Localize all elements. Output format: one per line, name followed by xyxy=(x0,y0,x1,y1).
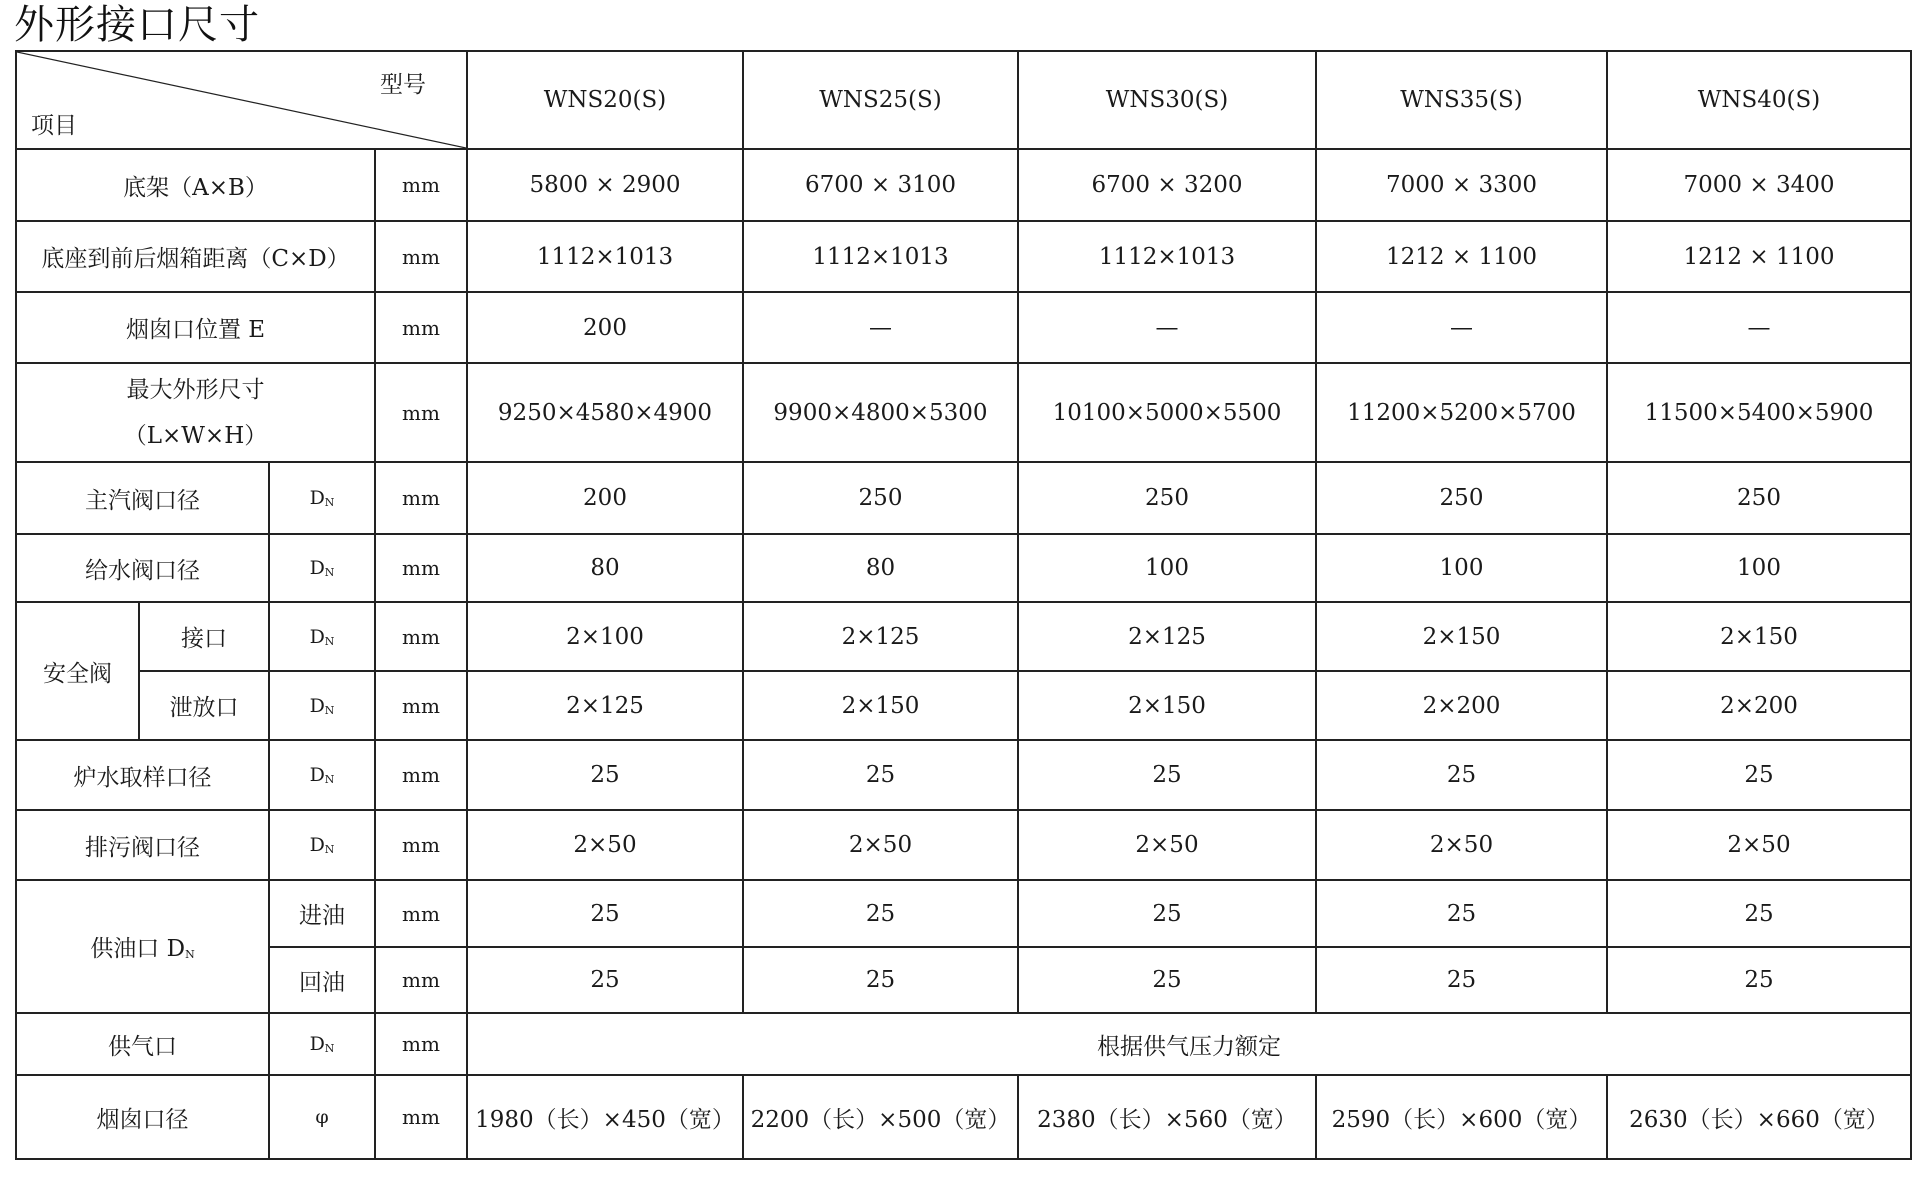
unit-cell: mm xyxy=(375,1075,467,1159)
value-cell: — xyxy=(1607,292,1911,363)
model-header: WNS20(S) xyxy=(467,51,743,149)
row-label: 炉水取样口径 xyxy=(16,740,269,810)
value-cell: 25 xyxy=(743,740,1018,810)
value-cell: 2×125 xyxy=(1018,602,1316,671)
value-cell: 25 xyxy=(1316,740,1607,810)
value-cell: 7000 × 3300 xyxy=(1316,149,1607,221)
value-cell: 2×200 xyxy=(1316,671,1607,740)
row-label-line1: 最大外形尺寸 xyxy=(126,376,265,403)
unit-cell: mm xyxy=(375,740,467,810)
value-cell: 100 xyxy=(1018,534,1316,602)
value-cell: 2×50 xyxy=(743,810,1018,880)
item-header-label: 项目 xyxy=(31,113,77,139)
value-cell: — xyxy=(1018,292,1316,363)
dn-cell: DN xyxy=(269,534,375,602)
value-cell: 100 xyxy=(1316,534,1607,602)
row-group-label: 供油口 DN xyxy=(16,880,269,1013)
table-row-oil-return xyxy=(16,947,1911,1013)
value-cell: 250 xyxy=(1018,462,1316,534)
value-cell: 2×200 xyxy=(1607,671,1911,740)
value-cell: 1112×1013 xyxy=(1018,221,1316,292)
value-cell: 25 xyxy=(1607,947,1911,1013)
model-header: WNS30(S) xyxy=(1018,51,1316,149)
value-cell: 25 xyxy=(1018,740,1316,810)
value-cell: 25 xyxy=(467,947,743,1013)
value-cell: 2200（长）×500（宽） xyxy=(743,1075,1018,1159)
value-cell: 6700 × 3200 xyxy=(1018,149,1316,221)
value-cell: 1212 × 1100 xyxy=(1607,221,1911,292)
value-cell: 25 xyxy=(1018,880,1316,947)
value-cell: 1980（长）×450（宽） xyxy=(467,1075,743,1159)
value-cell: 25 xyxy=(743,880,1018,947)
value-cell: 1112×1013 xyxy=(467,221,743,292)
value-cell: 250 xyxy=(1607,462,1911,534)
unit-cell: mm xyxy=(375,810,467,880)
unit-cell: mm xyxy=(375,221,467,292)
value-cell: 2×150 xyxy=(743,671,1018,740)
value-cell: 25 xyxy=(1316,947,1607,1013)
unit-cell: mm xyxy=(375,1013,467,1075)
value-cell: 25 xyxy=(1607,740,1911,810)
value-cell: 80 xyxy=(743,534,1018,602)
phi-symbol-cell: φ xyxy=(269,1075,375,1159)
value-cell: 9250×4580×4900 xyxy=(467,363,743,462)
value-cell: 2×50 xyxy=(467,810,743,880)
model-header: WNS25(S) xyxy=(743,51,1018,149)
table-row-feedwater-valve xyxy=(16,534,1911,602)
value-cell: 2×50 xyxy=(1018,810,1316,880)
value-cell: 5800 × 2900 xyxy=(467,149,743,221)
table-row-water-sampling xyxy=(16,740,1911,810)
unit-cell: mm xyxy=(375,149,467,221)
value-cell: 1112×1013 xyxy=(743,221,1018,292)
value-cell: 1212 × 1100 xyxy=(1316,221,1607,292)
value-cell: 250 xyxy=(1316,462,1607,534)
row-sublabel: 回油 xyxy=(269,947,375,1013)
dn-cell: DN xyxy=(269,462,375,534)
value-cell: 2×150 xyxy=(1316,602,1607,671)
value-cell: 25 xyxy=(1316,880,1607,947)
unit-cell: mm xyxy=(375,534,467,602)
header-diagonal-cell xyxy=(16,51,467,149)
row-label: 底座到前后烟箱距离（C×D） xyxy=(16,221,375,292)
value-cell: 9900×4800×5300 xyxy=(743,363,1018,462)
value-cell: 25 xyxy=(1607,880,1911,947)
value-cell: 2×150 xyxy=(1018,671,1316,740)
value-cell: 2×125 xyxy=(743,602,1018,671)
unit-cell: mm xyxy=(375,462,467,534)
row-label: 供气口 xyxy=(16,1013,269,1075)
dn-cell: DN xyxy=(269,602,375,671)
table-row-safety-valve-inlet xyxy=(16,602,1911,671)
value-cell: — xyxy=(1316,292,1607,363)
value-cell: 25 xyxy=(467,880,743,947)
value-cell: 7000 × 3400 xyxy=(1607,149,1911,221)
row-label: 主汽阀口径 xyxy=(16,462,269,534)
dn-cell: DN xyxy=(269,1013,375,1075)
row-label: 烟囱口径 xyxy=(16,1075,269,1159)
row-sublabel: 泄放口 xyxy=(139,671,269,740)
value-cell: 25 xyxy=(743,947,1018,1013)
row-label-line2: （L×W×H） xyxy=(123,422,268,449)
dn-cell: DN xyxy=(269,740,375,810)
value-cell: 2380（长）×560（宽） xyxy=(1018,1075,1316,1159)
row-label: 排污阀口径 xyxy=(16,810,269,880)
value-cell: 25 xyxy=(467,740,743,810)
value-cell: 10100×5000×5500 xyxy=(1018,363,1316,462)
value-cell: 2630（长）×660（宽） xyxy=(1607,1075,1911,1159)
table-row-base-to-smokebox xyxy=(16,221,1911,292)
model-header-label: 型号 xyxy=(380,72,426,98)
row-sublabel: 接口 xyxy=(139,602,269,671)
value-cell: 80 xyxy=(467,534,743,602)
table-row-chimney-diameter xyxy=(16,1075,1911,1159)
page-title: 外形接口尺寸 xyxy=(14,2,260,48)
table-row-blowdown-valve xyxy=(16,810,1911,880)
row-group-label: 安全阀 xyxy=(16,602,139,740)
value-cell: 250 xyxy=(743,462,1018,534)
merged-value-cell: 根据供气压力额定 xyxy=(467,1013,1911,1075)
table-row-base-frame xyxy=(16,149,1911,221)
table-row-gas-supply xyxy=(16,1013,1911,1075)
unit-cell: mm xyxy=(375,602,467,671)
value-cell: 2×125 xyxy=(467,671,743,740)
table-row-chimney-position xyxy=(16,292,1911,363)
model-header: WNS40(S) xyxy=(1607,51,1911,149)
row-label: 烟囱口位置 E xyxy=(16,292,375,363)
value-cell: 25 xyxy=(1018,947,1316,1013)
row-label: 给水阀口径 xyxy=(16,534,269,602)
value-cell: 11200×5200×5700 xyxy=(1316,363,1607,462)
value-cell: 6700 × 3100 xyxy=(743,149,1018,221)
value-cell: 2590（长）×600（宽） xyxy=(1316,1075,1607,1159)
value-cell: 200 xyxy=(467,292,743,363)
unit-cell: mm xyxy=(375,947,467,1013)
spec-table xyxy=(15,50,1912,1160)
table-row-max-dimensions xyxy=(16,363,1911,462)
value-cell: 200 xyxy=(467,462,743,534)
row-sublabel: 进油 xyxy=(269,880,375,947)
value-cell: 2×100 xyxy=(467,602,743,671)
dn-cell: DN xyxy=(269,671,375,740)
value-cell: — xyxy=(743,292,1018,363)
value-cell: 100 xyxy=(1607,534,1911,602)
unit-cell: mm xyxy=(375,880,467,947)
row-label xyxy=(16,363,375,462)
header-row xyxy=(16,51,1911,149)
row-label: 底架（A×B） xyxy=(16,149,375,221)
unit-cell: mm xyxy=(375,363,467,462)
value-cell: 11500×5400×5900 xyxy=(1607,363,1911,462)
table-row-main-steam-valve xyxy=(16,462,1911,534)
unit-cell: mm xyxy=(375,292,467,363)
model-header: WNS35(S) xyxy=(1316,51,1607,149)
dn-cell: DN xyxy=(269,810,375,880)
value-cell: 2×150 xyxy=(1607,602,1911,671)
table-row-safety-valve-outlet xyxy=(16,671,1911,740)
value-cell: 2×50 xyxy=(1316,810,1607,880)
unit-cell: mm xyxy=(375,671,467,740)
table-row-oil-inlet xyxy=(16,880,1911,947)
value-cell: 2×50 xyxy=(1607,810,1911,880)
